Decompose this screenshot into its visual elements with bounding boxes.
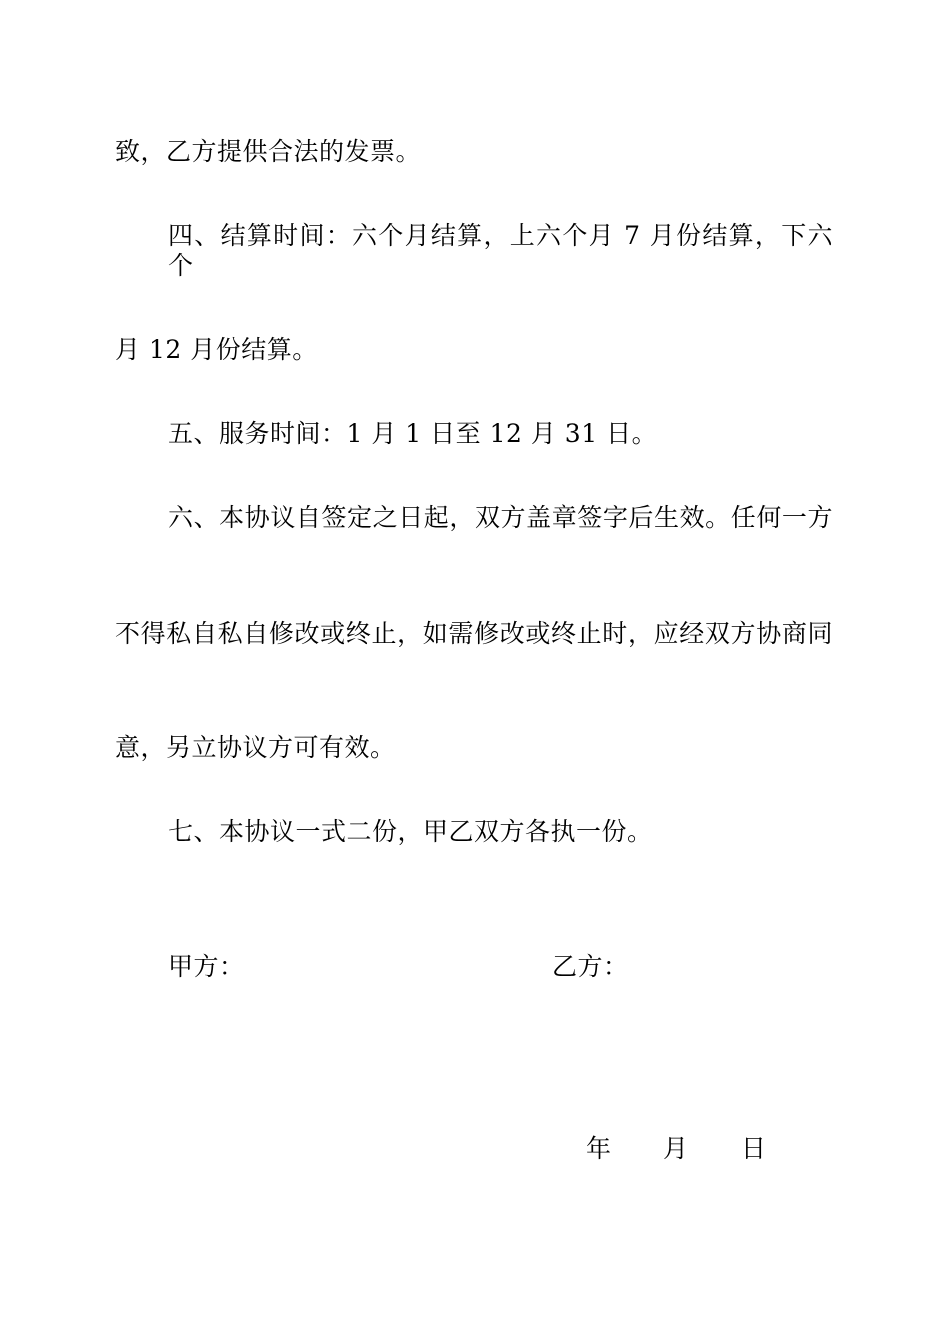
clause-6-line-3: 意，另立协议方可有效。: [115, 733, 396, 762]
date-month-label: 月: [663, 1134, 689, 1163]
party-b-label: 乙方：: [552, 952, 629, 981]
clause-4-line-2: 月 12 月份结算。: [115, 335, 318, 364]
clause-6-line-1: 六、本协议自签定之日起，双方盖章签字后生效。任何一方: [168, 503, 833, 532]
clause-5: 五、服务时间：1 月 1 日至 12 月 31 日。: [168, 419, 658, 448]
clause-7: 七、本协议一式二份，甲乙双方各执一份。: [168, 817, 653, 846]
text-line-1: 致，乙方提供合法的发票。: [115, 137, 422, 166]
clause-4-line-1: 四、结算时间：六个月结算，上六个月 7 月份结算，下六个: [168, 221, 833, 280]
party-a-label: 甲方：: [168, 952, 245, 981]
clause-6-line-2: 不得私自私自修改或终止，如需修改或终止时，应经双方协商同: [115, 619, 833, 648]
date-day-label: 日: [741, 1134, 767, 1163]
date-year-label: 年: [586, 1134, 612, 1163]
